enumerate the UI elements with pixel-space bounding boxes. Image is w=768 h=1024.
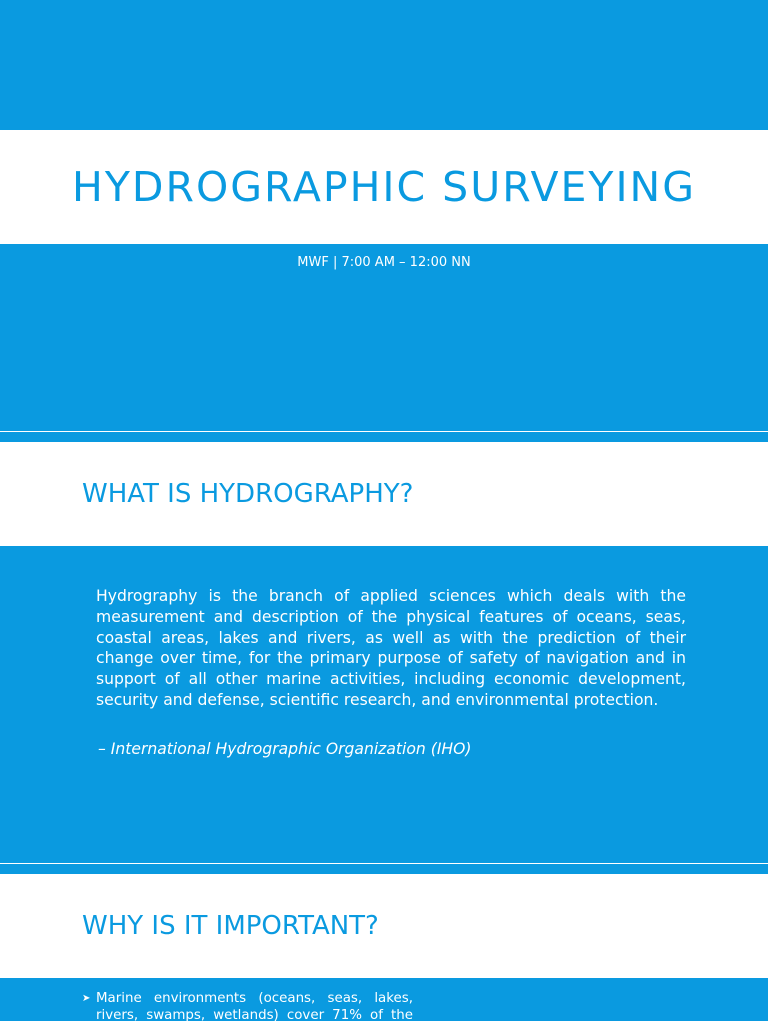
bullet-text: Marine environments (oceans, seas, lakes, rivers, swamps, wetlands) cover 71% of the — [96, 991, 413, 1021]
definition-slide — [0, 442, 768, 863]
title-slide-bottom-band — [0, 244, 768, 431]
definition-heading-band — [0, 442, 768, 546]
slide-gap — [0, 864, 768, 874]
title-slide-top-band — [0, 0, 768, 130]
definition-body — [0, 546, 768, 863]
definition-attribution: – International Hydrographic Organization (IHO) — [98, 740, 472, 758]
importance-body — [0, 978, 768, 1021]
schedule-subtitle: MWF | 7:00 AM – 12:00 NN — [297, 255, 471, 270]
title-slide — [0, 0, 768, 431]
title-band — [0, 130, 768, 244]
importance-heading-band — [0, 874, 768, 978]
definition-heading: WHAT IS HYDROGRAPHY? — [82, 479, 414, 509]
arrowhead-bullet-icon: ➤ — [82, 993, 91, 1004]
list-item — [82, 991, 413, 1021]
importance-slide — [0, 874, 768, 1021]
definition-paragraph: Hydrography is the branch of applied sciences which deals with the measurement and description of the physical features of oceans, seas, coastal areas, lakes and rivers, as well as with the prediction of their change over time, for the primary purpose of safety of navigation and in support of all other marine activities, including economic development, security and defense, scientific research, and environmental protection. — [96, 587, 686, 709]
importance-heading: WHY IS IT IMPORTANT? — [82, 911, 379, 941]
slide-gap — [0, 432, 768, 442]
slide-title: HYDROGRAPHIC SURVEYING — [72, 163, 696, 211]
